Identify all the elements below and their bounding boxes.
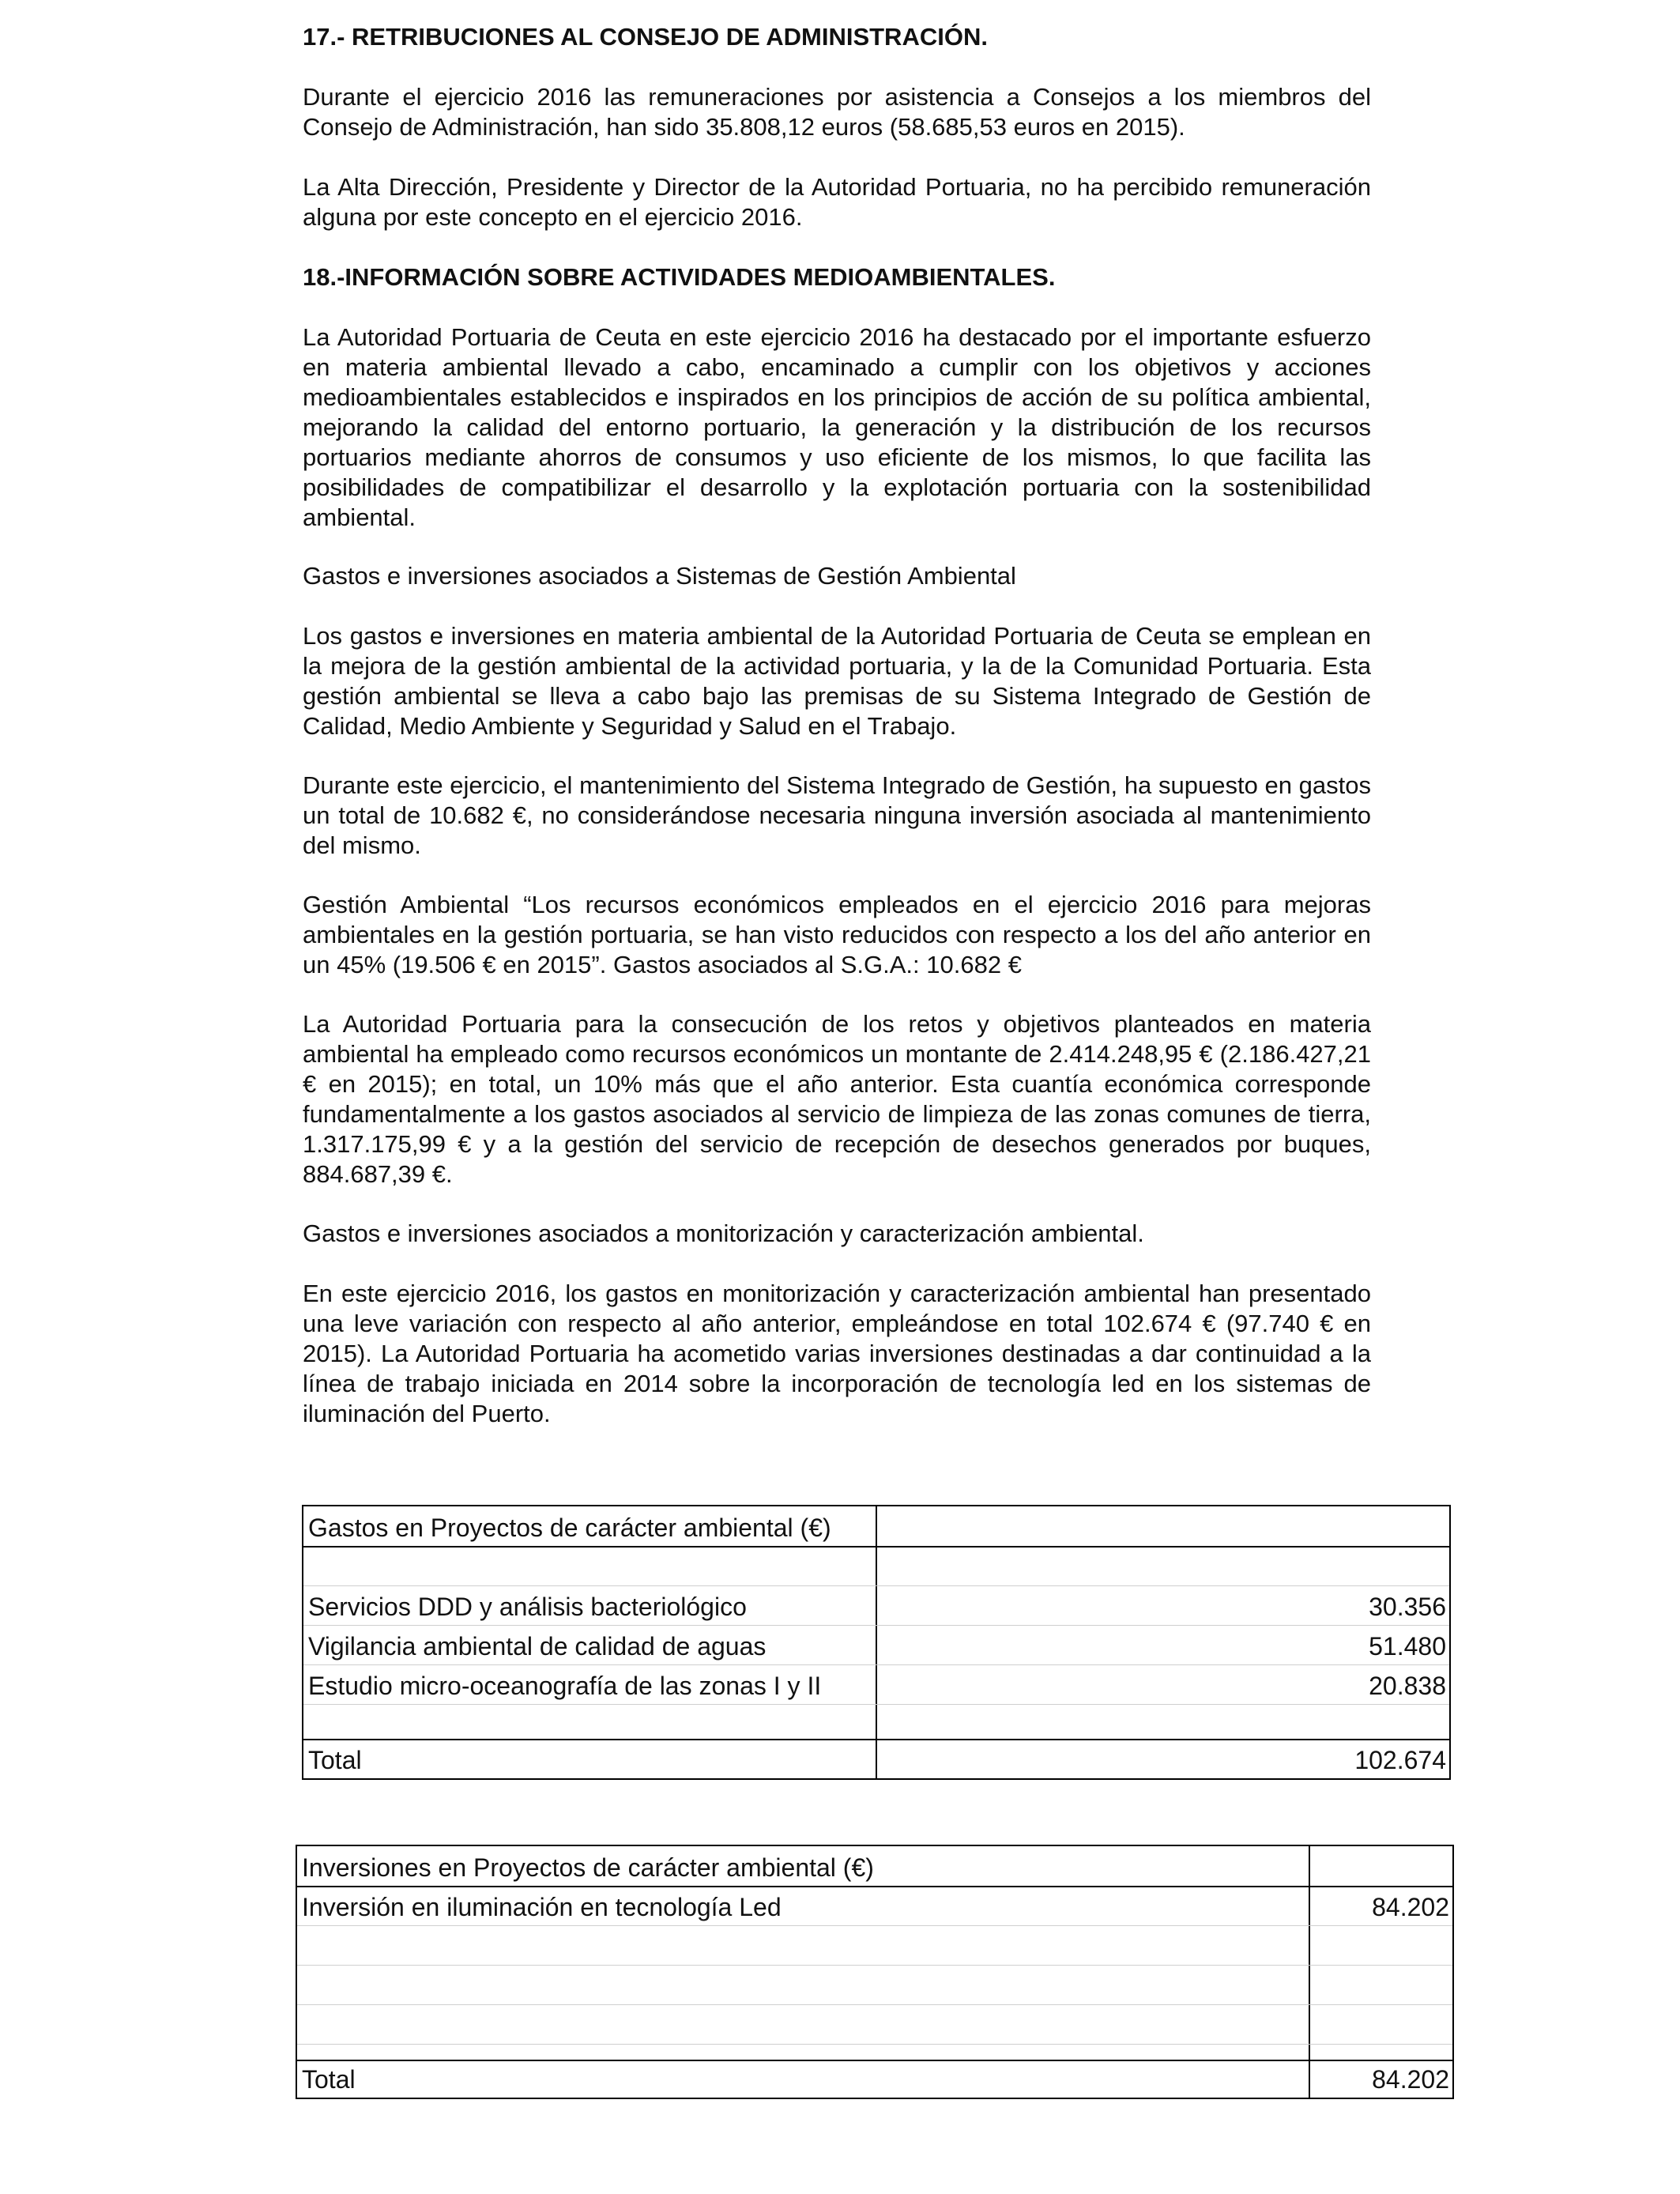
section-18-subheading-2: Gastos e inversiones asociados a monitorización y caracterización ambiental. [303, 1220, 1144, 1247]
gastos-table-total-row [303, 1740, 1449, 1778]
gastos-table-title-row [303, 1506, 1449, 1546]
gastos-row-label: Servicios DDD y análisis bacteriológico [308, 1593, 747, 1621]
table-row [303, 1664, 1449, 1704]
gastos-row-label: Estudio micro-oceanografía de las zonas I y II [308, 1672, 822, 1700]
section-18-paragraph-6: En este ejercicio 2016, los gastos en monitorización y caracterización ambiental han presentado una leve variación con respecto al año anterior, empleándose en total 102.674 € (97.740 € en 2015). La Autoridad Portuaria ha acometido varias inversiones destinadas a dar continuidad a la línea de trabajo iniciada en 2014 sobre la incorporación de tecnología led en los sistemas de iluminación del Puerto. [303, 1280, 1371, 1427]
section-18-subheading-1: Gastos e inversiones asociados a Sistemas de Gestión Ambiental [303, 562, 1016, 590]
section-17-paragraph-2: La Alta Dirección, Presidente y Director de la Autoridad Portuaria, no ha percibido remuneración alguna por este concepto en el ejercicio 2016. [303, 173, 1371, 231]
gastos-table-divider [303, 1546, 1449, 1547]
inversiones-row-value: 84.202 [1372, 1893, 1449, 1921]
gastos-table-title: Gastos en Proyectos de carácter ambiental (€) [308, 1514, 831, 1542]
inversiones-table-title: Inversiones en Proyectos de carácter ambiental (€) [302, 1853, 874, 1882]
section-17-paragraph-1: Durante el ejercicio 2016 las remuneraciones por asistencia a Consejos a los miembros del Consejo de Administración, han sido 35.808,12 euros (58.685,53 euros en 2015). [303, 83, 1371, 141]
inversiones-table [296, 1845, 1454, 2099]
table-row [297, 1887, 1452, 1925]
inversiones-table-gridline [297, 2004, 1452, 2005]
inversiones-table-gridline [297, 2044, 1452, 2045]
table-row [303, 1585, 1449, 1625]
inversiones-total-value: 84.202 [1372, 2065, 1449, 2094]
section-18-paragraph-4: Gestión Ambiental “Los recursos económicos empleados en el ejercicio 2016 para mejoras ambientales en la gestión portuaria, se han visto reducidos con respecto a los del año anterior en un 45% (19.506 € en 2015”. Gastos asociados al S.G.A.: 10.682 € [303, 891, 1371, 978]
section-18-paragraph-1: La Autoridad Portuaria de Ceuta en este ejercicio 2016 ha destacado por el importante esfuerzo en materia ambiental llevado a cabo, encaminado a cumplir con los objetivos y acciones medioambientales establecidos e inspirados en los principios de acción de su política ambiental, mejorando la calidad del entorno portuario, la generación y la distribución de los recursos portuarios mediante ahorros de consumos y uso eficiente de los mismos, lo que facilita las posibilidades de compatibilizar el desarrollo y la explotación portuaria con la sostenibilidad ambiental. [303, 323, 1371, 531]
gastos-row-value: 51.480 [1369, 1632, 1446, 1661]
table-row [303, 1625, 1449, 1664]
gastos-row-value: 30.356 [1369, 1593, 1446, 1621]
inversiones-table-gridline [297, 1965, 1452, 1966]
inversiones-row-label: Inversión en iluminación en tecnología Led [302, 1893, 782, 1921]
gastos-table-gridline [303, 1704, 1449, 1705]
gastos-table [302, 1505, 1451, 1780]
gastos-total-label: Total [308, 1746, 362, 1774]
inversiones-table-title-row [297, 1846, 1452, 1886]
section-18-paragraph-5: La Autoridad Portuaria para la consecución de los retos y objetivos planteados en materia ambiental ha empleado como recursos económicos un montante de 2.414.248,95 € (2.186.427,21 € en 2015); en total, un 10% más que el año anterior. Esta cuantía económica corresponde fundamentalmente a los gastos asociados al servicio de limpieza de las zonas comunes de tierra, 1.317.175,99 € y a la gestión del servicio de recepción de desechos generados por buques, 884.687,39 €. [303, 1010, 1371, 1188]
section-18-heading: 18.-INFORMACIÓN SOBRE ACTIVIDADES MEDIOAMBIENTALES. [303, 263, 1056, 291]
section-18-paragraph-2: Los gastos e inversiones en materia ambiental de la Autoridad Portuaria de Ceuta se emplean en la mejora de la gestión ambiental de la actividad portuaria, y la de la Comunidad Portuaria. Esta gestión ambiental se lleva a cabo bajo las premisas de su Sistema Integrado de Gestión de Calidad, Medio Ambiente y Seguridad y Salud en el Trabajo. [303, 622, 1371, 740]
inversiones-table-gridline [297, 1925, 1452, 1926]
section-17-heading: 17.- RETRIBUCIONES AL CONSEJO DE ADMINISTRACIÓN. [303, 23, 988, 51]
inversiones-total-label: Total [302, 2065, 356, 2094]
gastos-row-label: Vigilancia ambiental de calidad de aguas [308, 1632, 767, 1661]
gastos-row-value: 20.838 [1369, 1672, 1446, 1700]
section-18-paragraph-3: Durante este ejercicio, el mantenimiento del Sistema Integrado de Gestión, ha supuesto en gastos un total de 10.682 €, no considerándose necesaria ninguna inversión asociada al mantenimiento del mismo. [303, 771, 1371, 859]
inversiones-table-total-row [297, 2061, 1452, 2098]
gastos-total-value: 102.674 [1354, 1746, 1446, 1774]
